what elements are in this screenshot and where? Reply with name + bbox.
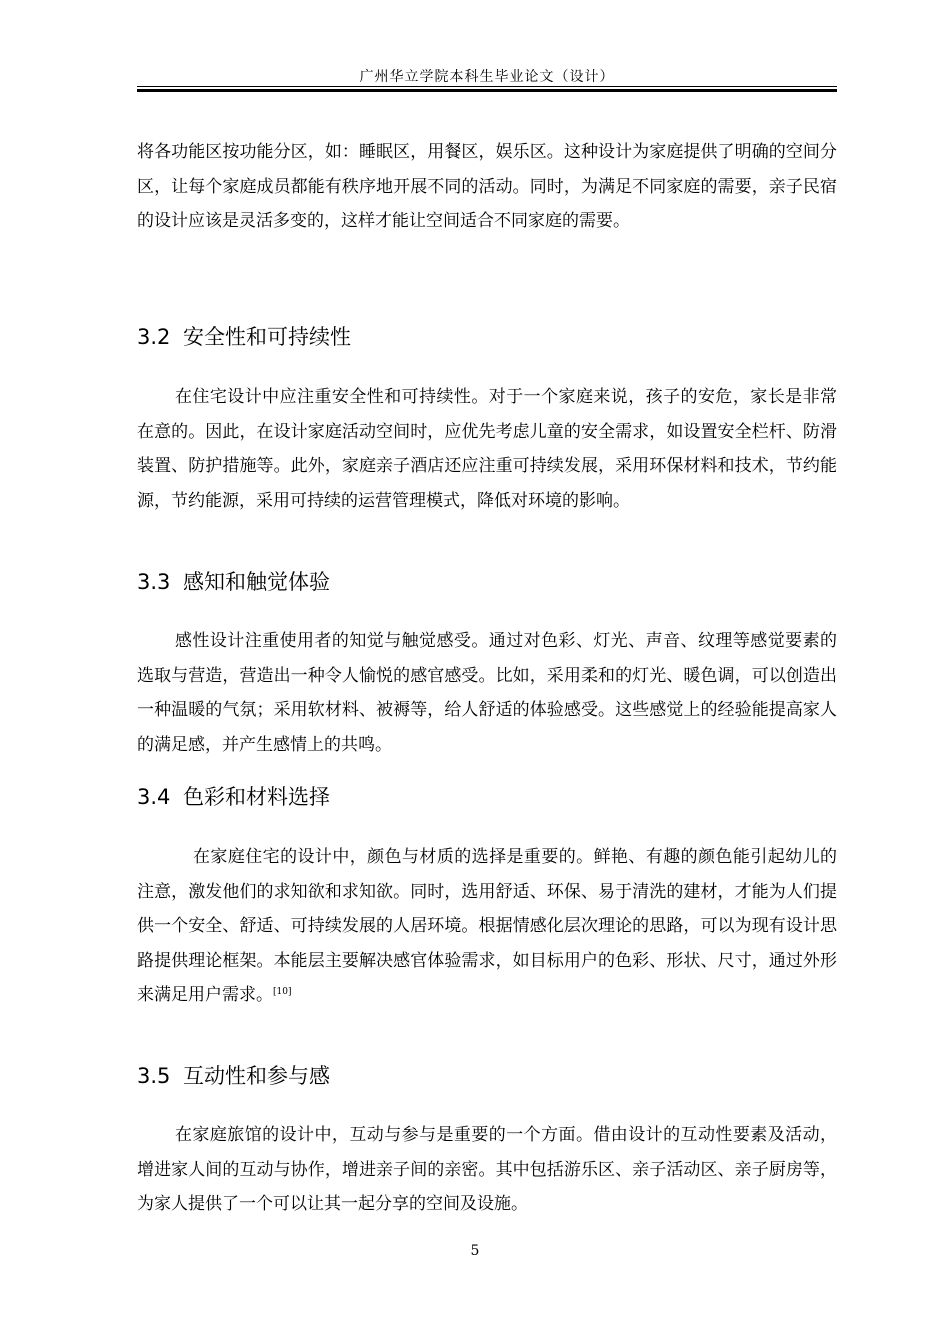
- intro-paragraph: 将各功能区按功能分区，如：睡眠区，用餐区，娱乐区。这种设计为家庭提供了明确的空间分区，让每个家庭成员都能有秩序地开展不同的活动。同时，为满足不同家庭的需要，亲子民宿的设计应该是灵活多变的，这样才能让空间适合不同家庭的需要。: [137, 142, 837, 231]
- section-body-text: 在家庭住宅的设计中，颜色与材质的选择是重要的。鲜艳、有趣的颜色能引起幼儿的注意，激发他们的求知欲和求知欲。同时，选用舒适、环保、易于清洗的建材，才能为人们提供一个安全、舒适、可持续发展的人居环境。根据情感化层次理论的思路，可以为现有设计思路提供理论框架。本能层主要解决感官体验需求，如目标用户的色彩、形状、尺寸，通过外形来满足用户需求。: [137, 847, 837, 1005]
- section-title: 感知和触觉体验: [183, 570, 330, 594]
- section-number: 3.2: [137, 325, 171, 349]
- running-header: 广州华立学院本科生毕业论文（设计）: [359, 69, 615, 85]
- section-heading-3-4: [137, 782, 837, 812]
- section-title: 互动性和参与感: [183, 1064, 330, 1088]
- section-body-3-2: 在住宅设计中应注重安全性和可持续性。对于一个家庭来说，孩子的安危，家长是非常在意的。因此，在设计家庭活动空间时，应优先考虑儿童的安全需求，如设置安全栏杆、防滑装置、防护措施等。此外，家庭亲子酒店还应注重可持续发展，采用环保材料和技术，节约能源，节约能源，采用可持续的运营管理模式，降低对环境的影响。: [137, 387, 837, 511]
- section-title: 安全性和可持续性: [183, 325, 351, 349]
- section-heading-3-5: [137, 1061, 837, 1091]
- section-number: 3.3: [137, 570, 171, 594]
- header-rule-thin: [137, 86, 837, 87]
- section-heading-3-3: [137, 567, 837, 597]
- citation-marker: [10]: [273, 987, 292, 997]
- header-rule-thick: [137, 89, 837, 92]
- section-number: 3.4: [137, 785, 171, 809]
- section-body-3-5: 在家庭旅馆的设计中，互动与参与是重要的一个方面。借由设计的互动性要素及活动，增进家人间的互动与协作，增进亲子间的亲密。其中包括游乐区、亲子活动区、亲子厨房等，为家人提供了一个可以让其一起分享的空间及设施。: [137, 1125, 837, 1214]
- section-body-3-4: [137, 840, 837, 1013]
- page-number: 5: [470, 1243, 480, 1259]
- section-number: 3.5: [137, 1064, 171, 1088]
- section-body-3-3: 感性设计注重使用者的知觉与触觉感受。通过对色彩、灯光、声音、纹理等感觉要素的选取与营造，营造出一种令人愉悦的感官感受。比如，采用柔和的灯光、暖色调，可以创造出一种温暖的气氛；采用软材料、被褥等，给人舒适的体验感受。这些感觉上的经验能提高家人的满足感，并产生感情上的共鸣。: [137, 631, 837, 755]
- section-title: 色彩和材料选择: [183, 785, 330, 809]
- section-heading-3-2: [137, 322, 837, 352]
